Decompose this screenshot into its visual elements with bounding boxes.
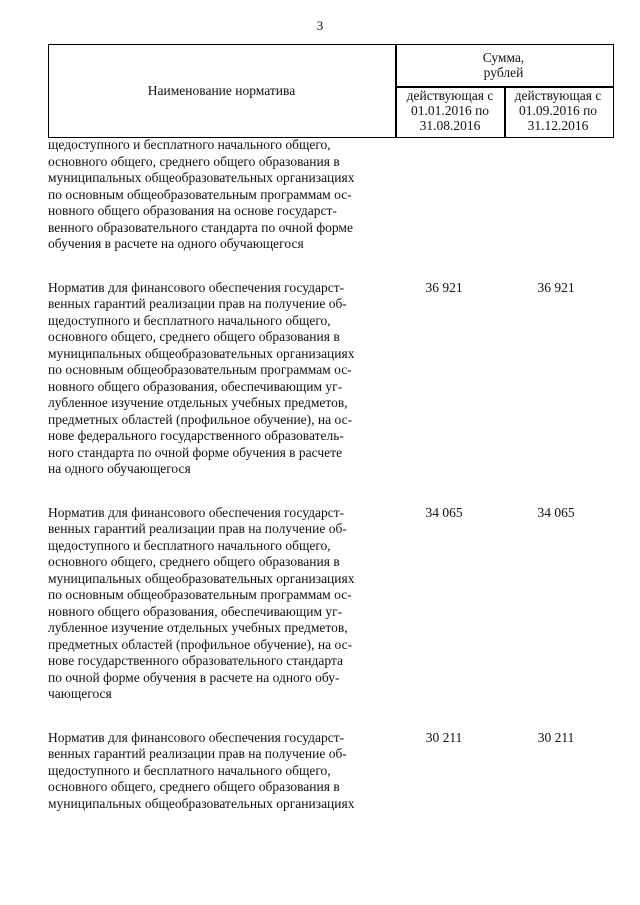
description-line: по основным общеобразовательным программам ос- [48, 587, 352, 602]
period1-line-1: действующая с [406, 88, 494, 103]
description-line: венных гарантий реализации прав на получение об- [48, 296, 347, 311]
page-number: 3 [316, 18, 324, 33]
row-value-period2: 34 065 [537, 504, 575, 520]
description-line: по основным общеобразовательным программам ос- [48, 362, 352, 377]
row-value-period2: 36 921 [537, 279, 575, 295]
description-line: новного общего образования на основе государст- [48, 203, 337, 218]
description-line: нове федерального государственного образователь- [48, 428, 344, 443]
description-line: лубленное изучение отдельных учебных предметов, [48, 395, 348, 410]
description-line: щедоступного и бесплатного начального общего, [48, 137, 331, 152]
description-line: основного общего, среднего общего образования в [48, 779, 340, 794]
row-description [48, 730, 392, 813]
period2-line-1: действующая с [514, 88, 602, 103]
description-line: муниципальных общеобразовательных организациях [48, 570, 355, 586]
row-value-period1: 36 921 [425, 279, 463, 295]
row-value-period1: 34 065 [425, 504, 463, 520]
description-line: новного общего образования, обеспечивающим уг- [48, 378, 343, 394]
description-line: обучения в расчете на одного обучающегося [48, 236, 304, 251]
description-line: муниципальных общеобразовательных организациях [48, 170, 355, 185]
header-sum-label [395, 50, 612, 80]
row-description [48, 280, 392, 478]
description-line: по очной форме обучения в расчете на одного обу- [48, 669, 340, 685]
row-value-period2: 30 211 [537, 729, 575, 745]
description-line: Норматив для финансового обеспечения государст- [48, 729, 345, 745]
header-name-label: Наименование норматива [147, 83, 296, 98]
description-line: основного общего, среднего общего образования в [48, 329, 340, 344]
description-line: венных гарантий реализации прав на получение об- [48, 746, 347, 761]
description-line: основного общего, среднего общего образования в [48, 153, 340, 169]
description-line: предметных областей (профильное обучение), на ос- [48, 411, 353, 427]
description-line: основного общего, среднего общего образования в [48, 554, 340, 569]
period2-line-3: 31.12.2016 [527, 118, 589, 133]
description-line: ного стандарта по очной форме обучения в расчете [48, 444, 343, 460]
header-period1-label [395, 88, 505, 133]
description-line: на одного обучающегося [48, 461, 191, 476]
description-line: Норматив для финансового обеспечения государст- [48, 504, 345, 520]
description-line: предметных областей (профильное обучение), на ос- [48, 636, 353, 652]
row-description [48, 137, 392, 253]
table-row [48, 505, 608, 703]
description-line: муниципальных общеобразовательных организациях [48, 795, 355, 811]
description-line: щедоступного и бесплатного начального общего, [48, 762, 331, 778]
row-value-period1: 30 211 [425, 729, 463, 745]
header-sum-line-2: рублей [483, 65, 524, 80]
description-line: щедоступного и бесплатного начального общего, [48, 312, 331, 328]
period2-line-2: 01.09.2016 по [518, 103, 598, 118]
header-period2-label [504, 88, 612, 133]
description-line: нове государственного образовательного стандарта [48, 653, 344, 668]
row-description [48, 505, 392, 703]
period1-line-3: 31.08.2016 [419, 118, 481, 133]
table-body [48, 137, 608, 812]
table-row [48, 137, 608, 253]
description-line: щедоступного и бесплатного начального общего, [48, 537, 331, 553]
description-line: новного общего образования, обеспечивающим уг- [48, 603, 343, 619]
table-row [48, 280, 608, 478]
header-sum-line-1: Сумма, [482, 50, 525, 65]
description-line: лубленное изучение отдельных учебных предметов, [48, 620, 348, 635]
table-row [48, 730, 608, 813]
period1-line-2: 01.01.2016 по [410, 103, 490, 118]
description-line: муниципальных общеобразовательных организациях [48, 345, 355, 361]
description-line: по основным общеобразовательным программам ос- [48, 186, 352, 202]
description-line: чающегося [48, 686, 112, 701]
description-line: венного образовательного стандарта по очной форме [48, 219, 353, 235]
description-line: Норматив для финансового обеспечения государст- [48, 279, 345, 295]
description-line: венных гарантий реализации прав на получение об- [48, 521, 347, 536]
